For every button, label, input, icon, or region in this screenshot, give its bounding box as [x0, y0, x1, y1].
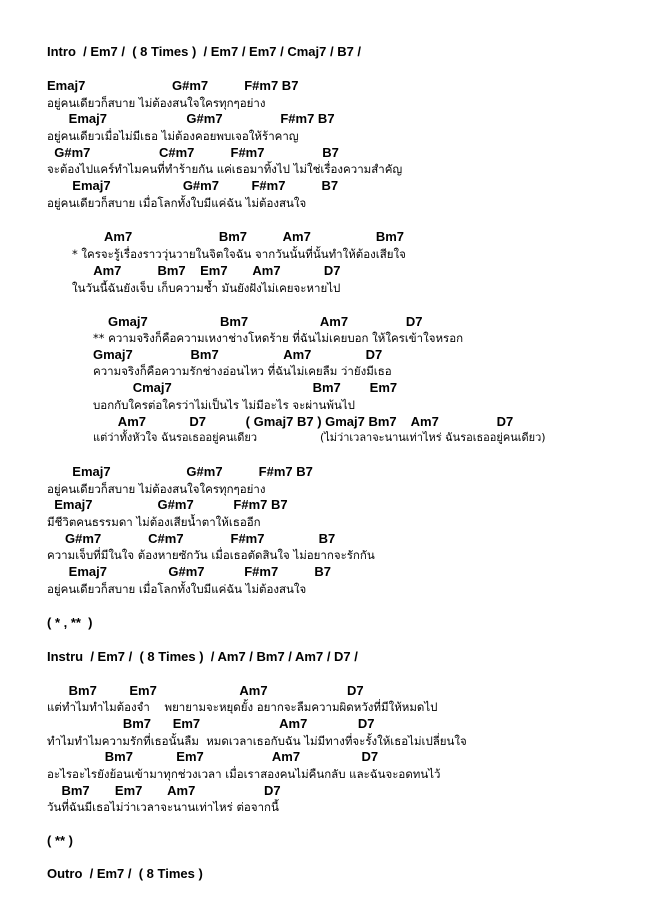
chord-line: Emaj7 G#m7 F#m7 B7 [47, 497, 288, 512]
chord-line: Emaj7 G#m7 F#m7 B7 [47, 464, 313, 479]
chord-line: Emaj7 G#m7 F#m7 B7 [47, 564, 331, 579]
lyric-line: ความจริงก็คือความรักช่างอ่อนไหว ที่ฉันไม่เคยลืม ว่ายังมีเธอ [93, 364, 392, 378]
chord-line: Bm7 Em7 Am7 D7 [47, 749, 379, 764]
chord-line: Gmaj7 Bm7 Am7 D7 [108, 314, 423, 329]
chord-line: Cmaj7 Bm7 Em7 [93, 380, 398, 395]
chord-line: Am7 Bm7 Am7 Bm7 [104, 229, 405, 244]
lyric-line: อยู่คนเดียวก็สบาย เมื่อโลกทั้งใบมีแค่ฉัน ไม่ต้องสนใจ [47, 196, 307, 210]
chord-line: Gmaj7 Bm7 Am7 D7 [93, 347, 383, 362]
chord-line: Emaj7 G#m7 F#m7 B7 [47, 178, 339, 193]
lyric-line: แต่ทำไมทำไมต้องจำ พยายามจะหยุดยั้ง อยากจะลืมความผิดหวังที่มีให้หมดไป [47, 700, 438, 714]
lyric-line: ความเจ็บที่มีในใจ ต้องหายซักวัน เมื่อเธอตัดสินใจ ไม่อยากจะรักกัน [47, 548, 375, 562]
lyric-line: ** ความจริงก็คือความเหงาช่างโหดร้าย ที่ฉันไม่เคยบอก ให้ใครเข้าใจหรอก [93, 331, 464, 345]
chord-line: Bm7 Em7 Am7 D7 [47, 716, 375, 731]
chord-line: Bm7 Em7 Am7 D7 [47, 683, 364, 698]
section-outro: Outro / Em7 / ( 8 Times ) [47, 866, 203, 881]
chord-line: Bm7 Em7 Am7 D7 [47, 783, 281, 798]
chord-line: Emaj7 G#m7 F#m7 B7 [47, 111, 335, 126]
lyric-line: ในวันนี้ฉันยังเจ็บ เก็บความช้ำ มันยังฝังไม่เคยจะหายไป [72, 281, 341, 295]
lyric-line: แต่ว่าทั้งหัวใจ ฉันรอเธออยู่คนเดียว (ไม่ว่าเวลาจะนานเท่าไหร่ ฉันรอเธออยู่คนเดียว) [93, 431, 546, 444]
lyric-line: จะต้องไปแคร์ทำไมคนที่ทำร้ายกัน แค่เธอมาทิ้งไป ไม่ใช่เรื่องความสำคัญ [47, 162, 403, 176]
section-instru: Instru / Em7 / ( 8 Times ) / Am7 / Bm7 / Am7 / D7 / [47, 649, 358, 664]
lyric-line: มีชีวิตคนธรรมดา ไม่ต้องเสียน้ำตาให้เธออีก [47, 515, 261, 529]
lyric-line: อยู่คนเดียวก็สบาย ไม่ต้องสนใจใครทุกๆอย่าง [47, 482, 266, 496]
repeat-marker: ( * , ** ) [47, 615, 93, 630]
lyric-line: อยู่คนเดียวก็สบาย เมื่อโลกทั้งใบมีแค่ฉัน ไม่ต้องสนใจ [47, 582, 307, 596]
lyric-line: บอกกับใครต่อใครว่าไม่เป็นไร ไม่มีอะไร จะผ่านพ้นไป [93, 398, 355, 412]
lyric-line: อยู่คนเดียวเมื่อไม่มีเธอ ไม่ต้องคอยพบเจอให้ร้าคาญ [47, 129, 299, 143]
lyric-line: * ใครจะรู้เรื่องราววุ่นวายในจิตใจฉัน จากวันนั้นที่นั้นทำให้ต้องเสียใจ [72, 247, 406, 261]
lyric-line: วันที่ฉันมีเธอไม่ว่าเวลาจะนานเท่าไหร่ ต่อจากนี้ [47, 800, 279, 814]
chord-line: Emaj7 G#m7 F#m7 B7 [47, 78, 299, 93]
section-intro: Intro / Em7 / ( 8 Times ) / Em7 / Em7 / Cmaj7 / B7 / [47, 44, 362, 59]
lyric-line: อะไรอะไรยังย้อนเข้ามาทุกช่วงเวลา เมื่อเราสองคนไม่คืนกลับ และฉันจะอดทนไว้ [47, 767, 441, 781]
chord-line: G#m7 C#m7 F#m7 B7 [47, 145, 339, 160]
chord-line: Am7 D7 ( Gmaj7 B7 ) Gmaj7 Bm7 Am7 D7 [93, 414, 514, 429]
repeat-marker: ( ** ) [47, 833, 73, 848]
chord-line: G#m7 C#m7 F#m7 B7 [47, 531, 336, 546]
chord-line: Am7 Bm7 Em7 Am7 D7 [72, 263, 341, 278]
lyric-line: อยู่คนเดียวก็สบาย ไม่ต้องสนใจใครทุกๆอย่าง [47, 96, 266, 110]
lyric-line: ทำไมทำไมความรักที่เธอนั้นลืม หมดเวลาเธอกับฉัน ไม่มีทางที่จะรั้งให้เธอไม่เปลี่ยนใจ [47, 734, 467, 748]
